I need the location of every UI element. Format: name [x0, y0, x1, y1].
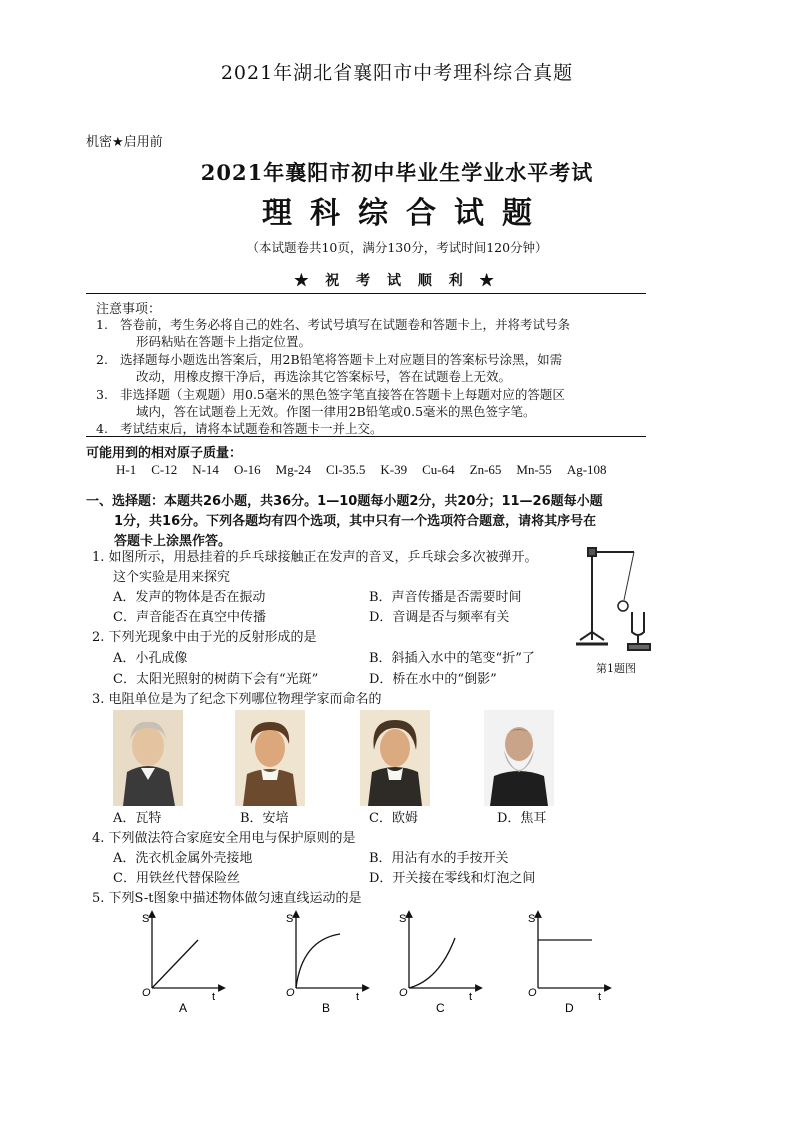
- atomic-mass-item: N-14: [192, 462, 219, 477]
- notice-cont: 改动，用橡皮擦干净后，再选涂其它答案标号，答在试题卷上无效。: [136, 369, 512, 385]
- section-heading: [86, 492, 656, 552]
- exam-subtitle: 理科综合试题: [262, 196, 550, 231]
- q1-option-b: B．声音传播是否需要时间: [369, 590, 522, 605]
- divider-top: [86, 293, 646, 294]
- section-line: 一、选择题：本题共26小题，共36分。1—10题每小题2分，共20分；11—26题每小题: [86, 494, 603, 509]
- st-graph-b: [282, 908, 372, 1016]
- graph-label-b: B: [322, 1001, 331, 1015]
- q3-stem: 3. 电阻单位是为了纪念下列哪位物理学家而命名的: [92, 692, 382, 707]
- section-line: 答题卡上涂黑作答。: [114, 534, 232, 549]
- wish-banner: ★ 祝 考 试 顺 利 ★: [294, 273, 500, 289]
- atomic-mass-item: H-1: [116, 462, 137, 477]
- curve-a: [152, 940, 198, 988]
- stand-clamp: [588, 548, 596, 556]
- graph-label-d: D: [565, 1001, 574, 1015]
- origin-label: O: [142, 987, 151, 999]
- q4-option-c: C．用铁丝代替保险丝: [113, 871, 240, 886]
- notice-text: 答卷前，考生务必将自己的姓名、考试号填写在试题卷和答题卡上，并将考试号条: [120, 317, 571, 332]
- axis-t-label: t: [356, 991, 360, 1003]
- portrait-joule: [484, 710, 554, 806]
- atomic-mass-title: 可能用到的相对原子质量：: [86, 446, 243, 461]
- notice-title: 注意事项：: [96, 302, 162, 317]
- atomic-mass-item: Mn-55: [516, 462, 552, 477]
- q1-figure: [572, 540, 662, 660]
- q2-option-b: B．斜插入水中的笔变“折”了: [369, 651, 535, 666]
- notice-num: 2.: [96, 351, 108, 367]
- q1-stem: 1. 如图所示，用悬挂着的乒乓球接触正在发声的音叉，乒乓球会多次被弹开。: [92, 550, 538, 565]
- curve-b: [296, 934, 340, 988]
- atomic-mass-item: Ag-108: [566, 462, 607, 477]
- axis-t-label: t: [469, 991, 473, 1003]
- notice-text: 非选择题（主观题）用0.5毫米的黑色签字笔直接答在答题卡上每题对应的答题区: [120, 386, 565, 402]
- q5-stem: 5. 下列S-t图象中描述物体做匀速直线运动的是: [92, 891, 362, 906]
- origin-label: O: [399, 987, 408, 999]
- atomic-mass-list: [116, 462, 607, 478]
- q3-option-a: A．瓦特: [113, 811, 162, 826]
- notice-num: 1.: [96, 317, 108, 332]
- atomic-mass-item: O-16: [233, 462, 261, 477]
- section-line: 1分，共16分。下列各题均有四个选项，其中只有一个选项符合题意，请将其序号在: [114, 514, 597, 529]
- page-header: 2021年湖北省襄阳市中考理科综合真题: [220, 62, 574, 84]
- notice-num: 3.: [96, 386, 108, 402]
- st-graph-a: [138, 908, 228, 1016]
- axis-s-label: S: [286, 913, 294, 925]
- st-graph-c: [395, 908, 485, 1016]
- q4-option-d: D．开关接在零线和灯泡之间: [369, 871, 536, 886]
- portrait-ampere: [235, 710, 305, 806]
- atomic-mass-item: Mg-24: [275, 462, 312, 477]
- q1-option-a: A．发声的物体是否在振动: [113, 590, 266, 605]
- q2-option-d: D．桥在水中的“倒影”: [369, 672, 497, 687]
- atomic-mass-item: C-12: [151, 462, 178, 477]
- pendulum-string: [624, 552, 634, 600]
- axis-s-label: S: [399, 913, 407, 925]
- notice-item: [96, 351, 646, 368]
- axis-s-label: S: [142, 913, 150, 925]
- portrait-watt: [113, 710, 183, 806]
- atomic-mass-item: Cu-64: [422, 462, 455, 477]
- atomic-mass-item: Zn-65: [469, 462, 502, 477]
- axis-s-label: S: [528, 913, 536, 925]
- q3-option-d: D．焦耳: [497, 811, 547, 826]
- q2-option-c: C．太阳光照射的树荫下会有“光斑”: [113, 672, 319, 687]
- q4-option-a: A．洗衣机金属外壳接地: [113, 851, 253, 866]
- atomic-mass-item: Cl-35.5: [326, 462, 366, 477]
- tuning-fork: [628, 612, 650, 650]
- q2-stem: 2. 下列光现象中由于光的反射形成的是: [92, 630, 317, 645]
- q1-stem-cont: 这个实验是用来探究: [113, 570, 231, 585]
- notice-item: [96, 386, 646, 403]
- q1-option-d: D．音调是否与频率有关: [369, 610, 510, 625]
- notice-num: 4.: [96, 421, 108, 437]
- graph-label-a: A: [179, 1001, 188, 1015]
- q4-stem: 4. 下列做法符合家庭安全用电与保护原则的是: [92, 831, 356, 846]
- ping-pong-ball: [618, 601, 628, 611]
- q4-option-b: B．用沾有水的手按开关: [369, 851, 509, 866]
- q1-figure-caption: 第1题图: [596, 662, 636, 675]
- notice-list: [96, 316, 646, 438]
- notice-cont: 形码粘贴在答题卡上指定位置。: [136, 334, 312, 350]
- axis-t-label: t: [212, 991, 216, 1003]
- graph-label-c: C: [436, 1001, 445, 1015]
- q2-option-a: A．小孔成像: [113, 651, 188, 666]
- st-graph-d: [524, 908, 614, 1016]
- notice-cont: 域内，答在试题卷上无效。作图一律用2B铅笔或0.5毫米的黑色签字笔。: [136, 404, 536, 420]
- origin-label: O: [286, 987, 295, 999]
- atomic-mass-item: K-39: [380, 462, 408, 477]
- divider-bottom: [86, 436, 646, 437]
- axis-t-label: t: [598, 991, 602, 1003]
- notice-text: 选择题每小题选出答案后，用2B铅笔将答题卡上对应题目的答案标号涂黑，如需: [120, 351, 563, 367]
- notice-item: [96, 316, 646, 333]
- q3-option-b: B．安培: [240, 811, 289, 826]
- secret-label: 机密★启用前: [86, 135, 163, 150]
- exam-info: （本试题卷共10页，满分130分，考试时间120分钟）: [246, 240, 548, 255]
- origin-label: O: [528, 987, 537, 999]
- exam-title: 2021年襄阳市初中毕业生学业水平考试: [200, 160, 594, 185]
- notice-text: 考试结束后，请将本试题卷和答题卡一并上交。: [120, 421, 383, 437]
- q3-option-c: C．欧姆: [369, 811, 418, 826]
- portrait-ohm: [360, 710, 430, 806]
- q1-option-c: C．声音能否在真空中传播: [113, 610, 266, 625]
- curve-c: [409, 938, 455, 988]
